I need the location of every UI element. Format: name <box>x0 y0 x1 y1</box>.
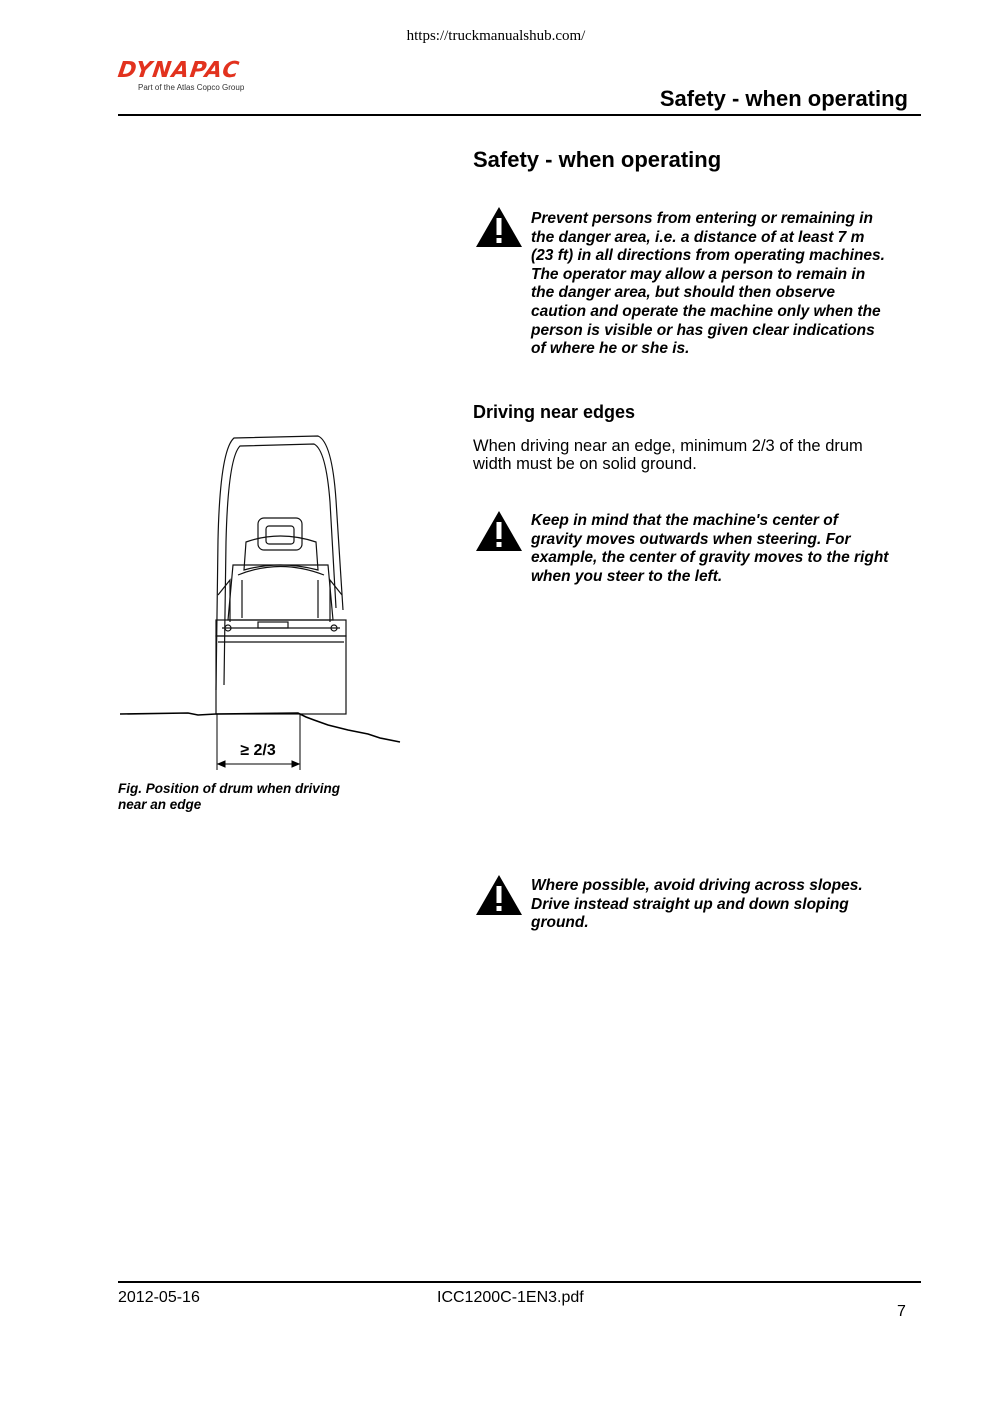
header-rule <box>118 114 921 116</box>
warning-triangle-icon <box>474 509 524 553</box>
warning-line: gravity moves outwards when steering. For <box>531 530 851 548</box>
warning-line: the danger area, but should then observe <box>531 284 836 302</box>
warning-line: Keep in mind that the machine's center of <box>531 512 838 529</box>
ground-profile <box>120 713 400 742</box>
warning-line: (23 ft) in all directions from operating machines. <box>531 247 885 265</box>
warning-line: of where he or she is. <box>531 340 690 358</box>
dynapac-logo <box>118 60 288 96</box>
warning-line: Where possible, avoid driving across slopes. <box>531 877 863 894</box>
figure-caption <box>118 781 388 812</box>
logo-brand: DYNAPAC <box>116 58 242 83</box>
header-title: Safety - when operating <box>659 86 908 111</box>
warning-line: ground. <box>531 914 589 932</box>
footer-rule <box>118 1281 921 1283</box>
section-title: Safety - when operating <box>473 147 722 172</box>
caption-line: Fig. Position of drum when driving <box>118 781 340 796</box>
warning-text-1 <box>531 210 923 359</box>
footer-date: 2012-05-16 <box>118 1289 200 1306</box>
logo-tagline: Part of the Atlas Copco Group <box>138 83 245 92</box>
warning-line: caution and operate the machine only when the <box>531 302 881 320</box>
warning-line: Prevent persons from entering or remaining in <box>531 210 873 227</box>
warning-triangle-icon <box>474 873 524 917</box>
body-paragraph <box>473 437 923 473</box>
subsection-title: Driving near edges <box>473 402 636 422</box>
body-line: When driving near an edge, minimum 2/3 of the drum <box>473 437 863 455</box>
dimension-label: ≥ 2/3 <box>240 742 276 759</box>
drum-edge-figure <box>118 430 408 775</box>
footer-filename: ICC1200C-1EN3.pdf <box>437 1289 584 1306</box>
warning-line: the danger area, i.e. a distance of at least 7 m <box>531 228 865 246</box>
warning-text-3 <box>531 877 923 933</box>
warning-line: The operator may allow a person to remain in <box>531 265 866 283</box>
caption-line: near an edge <box>118 796 202 812</box>
roller-drawing <box>216 436 346 714</box>
warning-line: when you steer to the left. <box>531 567 723 585</box>
body-line: width must be on solid ground. <box>473 455 697 473</box>
warning-line: person is visible or has given clear indications <box>531 321 875 339</box>
warning-text-2 <box>531 512 923 586</box>
warning-line: example, the center of gravity moves to the right <box>531 549 889 567</box>
warning-line: Drive instead straight up and down sloping <box>531 895 849 913</box>
page-number: 7 <box>897 1303 906 1320</box>
warning-triangle-icon <box>474 205 524 249</box>
source-url[interactable]: https://truckmanualshub.com/ <box>406 28 586 44</box>
